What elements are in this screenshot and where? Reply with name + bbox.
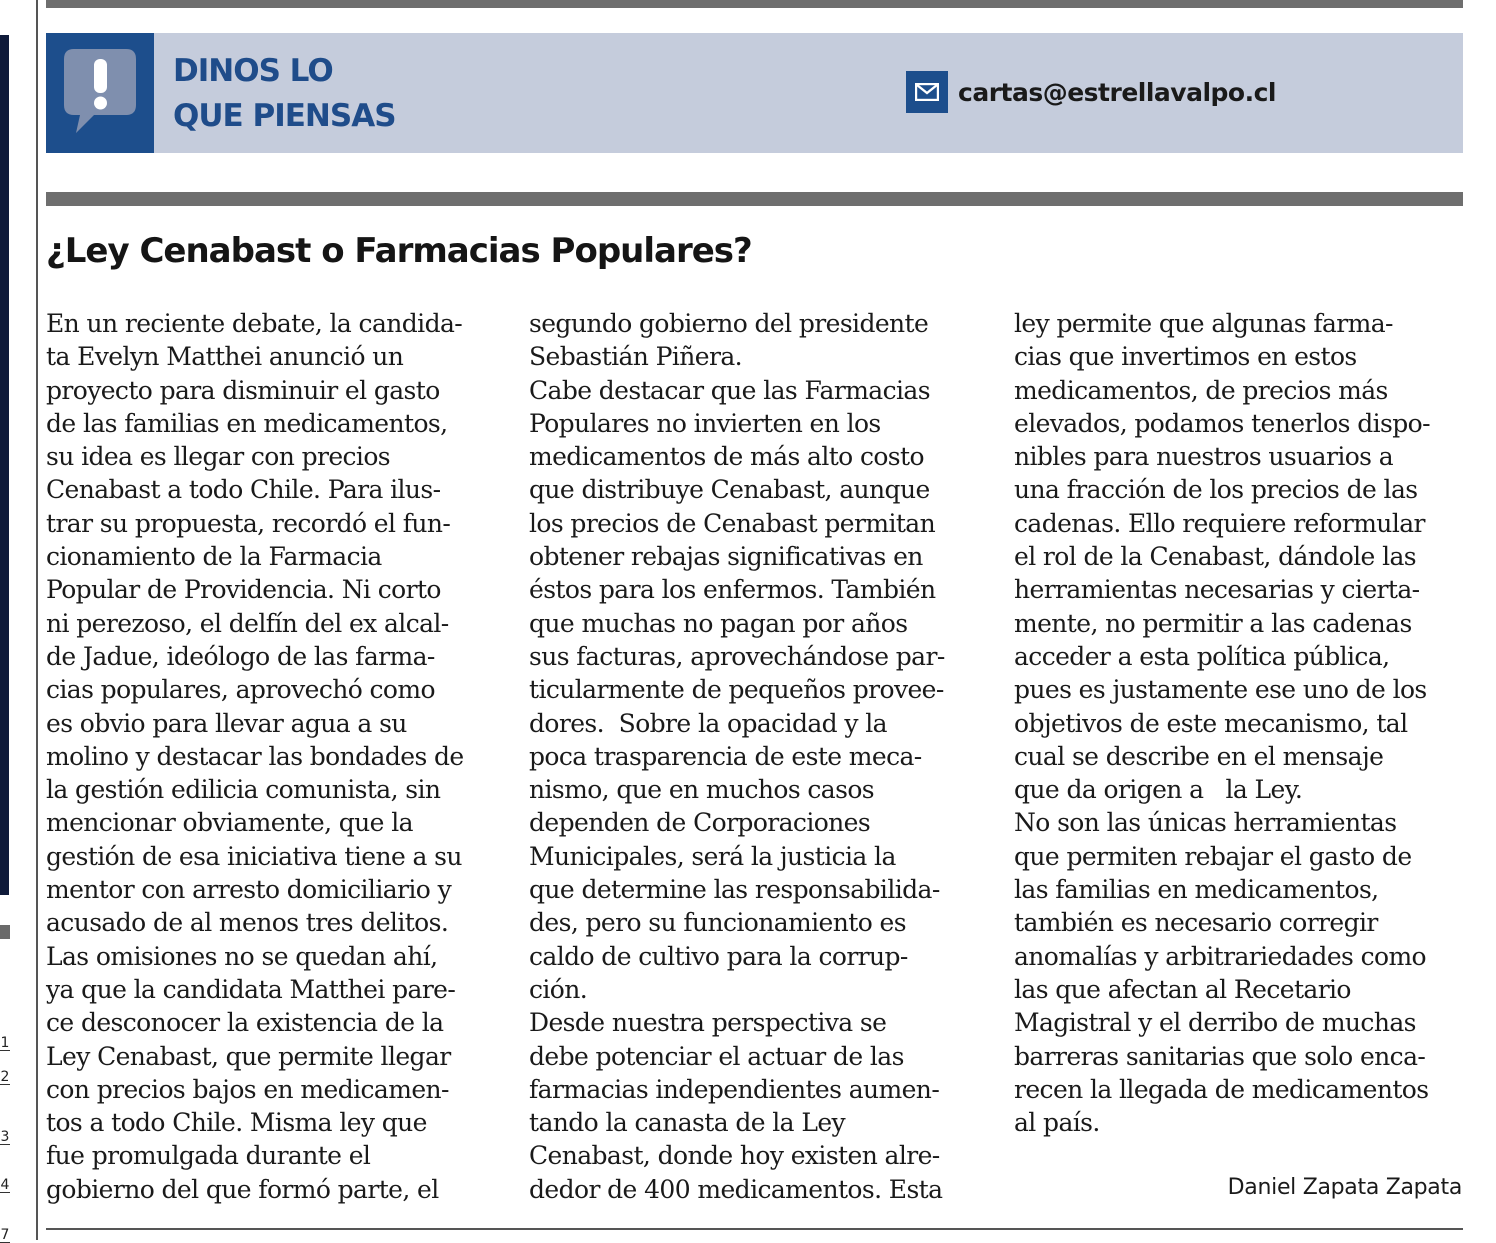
margin-number: 7 — [0, 1227, 10, 1243]
banner-title — [173, 49, 396, 139]
margin-number: 4 — [0, 1177, 10, 1193]
bottom-rule — [46, 1228, 1463, 1230]
adjacent-page-strip — [0, 35, 9, 895]
banner-title-line-1: DINOS LO — [173, 53, 333, 89]
envelope-icon — [906, 71, 948, 113]
adjacent-page-mark — [0, 925, 10, 939]
top-rule — [46, 0, 1463, 8]
section-rule — [46, 192, 1463, 206]
margin-number: 1 — [0, 1035, 10, 1051]
exclamation-speech-bubble-icon — [62, 47, 138, 137]
letters-banner — [46, 33, 1463, 153]
email-contact[interactable] — [906, 71, 1276, 113]
margin-number: 2 — [0, 1069, 10, 1085]
article-column-3: ley permite que algunas farma- cias que invertimos en estos medicamentos, de precios más elevados, podamos tenerlos dispo- nibles para nuestros usuarios a una fracción de los precios de las cadenas. Ello requiere reformular el rol de la Cenabast, dándole las herramientas necesarias y cierta- mente, no permitir a las cadenas acceder a esta política pública, pues es justamente ese uno de los objetivos de este mecanismo, tal cual se describe en el mensaje que da origen a la Ley. No son las únicas herramientas que permiten rebajar el gasto de las familias en medicamentos, también es necesario corregir anomalías y arbitrariedades como las que afectan al Recetario Magistral y el derribo de muchas barreras sanitarias que solo enca- recen la llegada de medicamentos al país. — [1014, 309, 1430, 1138]
article-column-2: segundo gobierno del presidente Sebastián Piñera. Cabe destacar que las Farmacias Populares no invierten en los medicamentos de más alto costo que distribuye Cenabast, aunque los precios de Cenabast permitan obtener rebajas significativas en éstos para los enfermos. También que muchas no pagan por años sus facturas, aprovechándose par- ticularmente de pequeños provee- dores. Sobre la opacidad y la poca trasparencia de este meca- nismo, que en muchos casos dependen de Corporaciones Municipales, será la justicia la que determine las responsabilida- des, pero su funcionamiento es caldo de cultivo para la corrup- ción. Desde nuestra perspectiva se debe potenciar el actuar de las farmacias independientes aumen- tando la canasta de la Ley Cenabast, donde hoy existen alre- dedor de 400 medicamentos. Esta — [529, 309, 945, 1204]
margin-number: 3 — [0, 1129, 10, 1145]
author-signature: Daniel Zapata Zapata — [1227, 1175, 1462, 1200]
email-address[interactable]: cartas@estrellavalpo.cl — [958, 77, 1276, 107]
article-column-1: En un reciente debate, la candida- ta Evelyn Matthei anunció un proyecto para disminuir el gasto de las familias en medicamentos, su idea es llegar con precios Cenabast a todo Chile. Para ilus- trar su propuesta, recordó el fun- cionamiento de la Farmacia Popular de Providencia. Ni corto ni perezoso, el delfín del ex alcal- de Jadue, ideólogo de las farma- cias populares, aprovechó como es obvio para llevar agua a su molino y destacar las bondades de la gestión edilicia comunista, sin mencionar obviamente, que la gestión de esa iniciativa tiene a su mentor con arresto domiciliario y acusado de al menos tres delitos. Las omisiones no se quedan ahí, ya que la candidata Matthei pare- ce desconocer la existencia de la Ley Cenabast, que permite llegar con precios bajos en medicamen- tos a todo Chile. Misma ley que fue promulgada durante el gobierno del que formó parte, el — [46, 309, 464, 1204]
article-headline: ¿Ley Cenabast o Farmacias Populares? — [46, 231, 752, 271]
banner-icon-box — [46, 33, 154, 153]
banner-title-line-2: QUE PIENSAS — [173, 98, 396, 134]
